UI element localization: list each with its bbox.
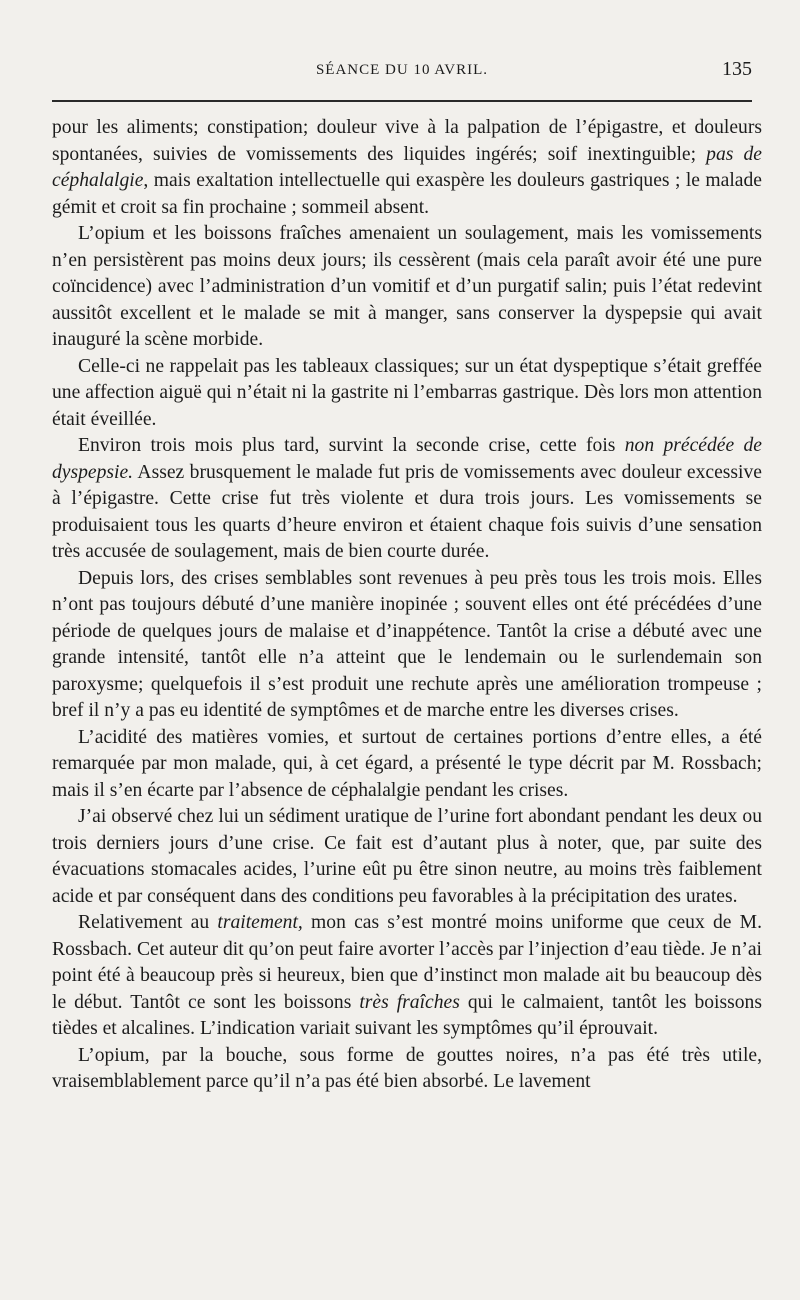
paragraph-3 [52, 354, 762, 434]
running-title: SÉANCE DU 10 AVRIL. [315, 62, 489, 78]
text-run: L’opium et les boissons fraîches amenaient un soulagement, mais les vomissements n’en persistèrent pas moins deux jours; ils cessèrent (mais cela paraît avoir été une pure coïncidence) avec l’administration d’un vomitif et d’un purgatif salin; puis l’état redevint aussitôt excellent et le malade se mit à manger, sans conserver la dyspepsie qui avait inauguré la scène morbide. [52, 223, 762, 350]
text-run: Assez brusquement le malade fut pris de vomissements avec douleur excessive à l’épigastre. Cette crise fut très violente et dura trois jours. Les vomissements se produisaient tous les quarts d’heure environ et étaient chaque fois suivis d’une sensation très accusée de soulagement, mais de bien courte durée. [52, 461, 762, 562]
text-run: mon cas s’est montré moins uniforme que ceux de M. Rossbach. Cet auteur dit qu’on peut faire avorter l’accès par l’injection d’eau tiède. Je n’ai point été à beaucoup près si heureux, bien que d’instinct mon malade ait bu beaucoup dès le début. Tantôt ce sont les boissons [52, 912, 762, 1013]
text-run: L’opium, par la bouche, sous forme de gouttes noires, n’a pas été très utile, vraisemblablement parce qu’il n’a pas été bien absorbé. Le lavement [52, 1044, 762, 1092]
paragraph-7 [52, 804, 762, 910]
paragraph-2 [52, 221, 762, 354]
page-header [52, 58, 752, 86]
italic-run: très fraîches [359, 991, 460, 1013]
italic-run: pas de céphalalgie [52, 143, 762, 191]
header-rule [52, 100, 752, 102]
text-run: Environ trois mois plus tard, survint la seconde crise, cette fois [78, 435, 625, 456]
italic-run: non précédée de dyspepsie. [52, 435, 762, 483]
text-run: J’ai observé chez lui un sédiment uratique de l’urine fort abondant pendant les deux ou trois derniers jours d’une crise. Ce fait est d’autant plus à noter, que, par suite des évacuations stomacales acides, l’urine eût pu être sinon neutre, au moins très faiblement acide et par conséquent dans des conditions peu favorables à la précipitation des urates. [52, 806, 762, 907]
text-run: qui le calmaient, tantôt les boissons tièdes et alcalines. L’indication variait suivant les symptômes qu’il éprouvait. [52, 991, 762, 1039]
text-run: Depuis lors, des crises semblables sont revenues à peu près tous les trois mois. Elles n’ont pas toujours débuté d’une manière inopinée ; souvent elles ont été précédées d’une période de quelques jours de malaise et d’inappétence. Tantôt la crise a débuté avec une grande intensité, tantôt elle n’a atteint que le lendemain ou le surlendemain son paroxysme; quelquefois il s’est produit une rechute après une amélioration trompeuse ; bref il n’y a pas eu identité de symptômes et de marche entre les diverses crises. [52, 567, 762, 721]
page-number: 135 [722, 58, 752, 80]
paragraph-4 [52, 433, 762, 566]
paragraph-9 [52, 1043, 762, 1096]
paragraph-1 [52, 115, 762, 221]
paragraph-5 [52, 566, 762, 725]
text-run: Relativement au [78, 912, 218, 933]
text-run: pour les aliments; constipation; douleur vive à la palpation de l’épigastre, et douleurs spontanées, suivies de vomissements des liquides ingérés; soif inextinguible; [52, 117, 762, 165]
text-run: , mais exaltation intellectuelle qui exaspère les douleurs gastriques ; le malade gémit et croit sa fin prochaine ; sommeil absent. [52, 170, 762, 218]
text-run: Celle-ci ne rappelait pas les tableaux classiques; sur un état dyspeptique s’était greffée une affection aiguë qui n’était ni la gastrite ni l’embarras gastrique. Dès lors mon attention était éveillée. [52, 355, 762, 430]
body-text [52, 115, 762, 1096]
paragraph-6 [52, 725, 762, 805]
paragraph-8 [52, 910, 762, 1043]
text-run: L’acidité des matières vomies, et surtout de certaines portions d’entre elles, a été remarquée par mon malade, qui, à cet égard, a présenté le type décrit par M. Rossbach; mais il s’en écarte par l’absence de céphalalgie pendant les crises. [52, 726, 762, 801]
italic-run: traitement, [217, 912, 303, 933]
